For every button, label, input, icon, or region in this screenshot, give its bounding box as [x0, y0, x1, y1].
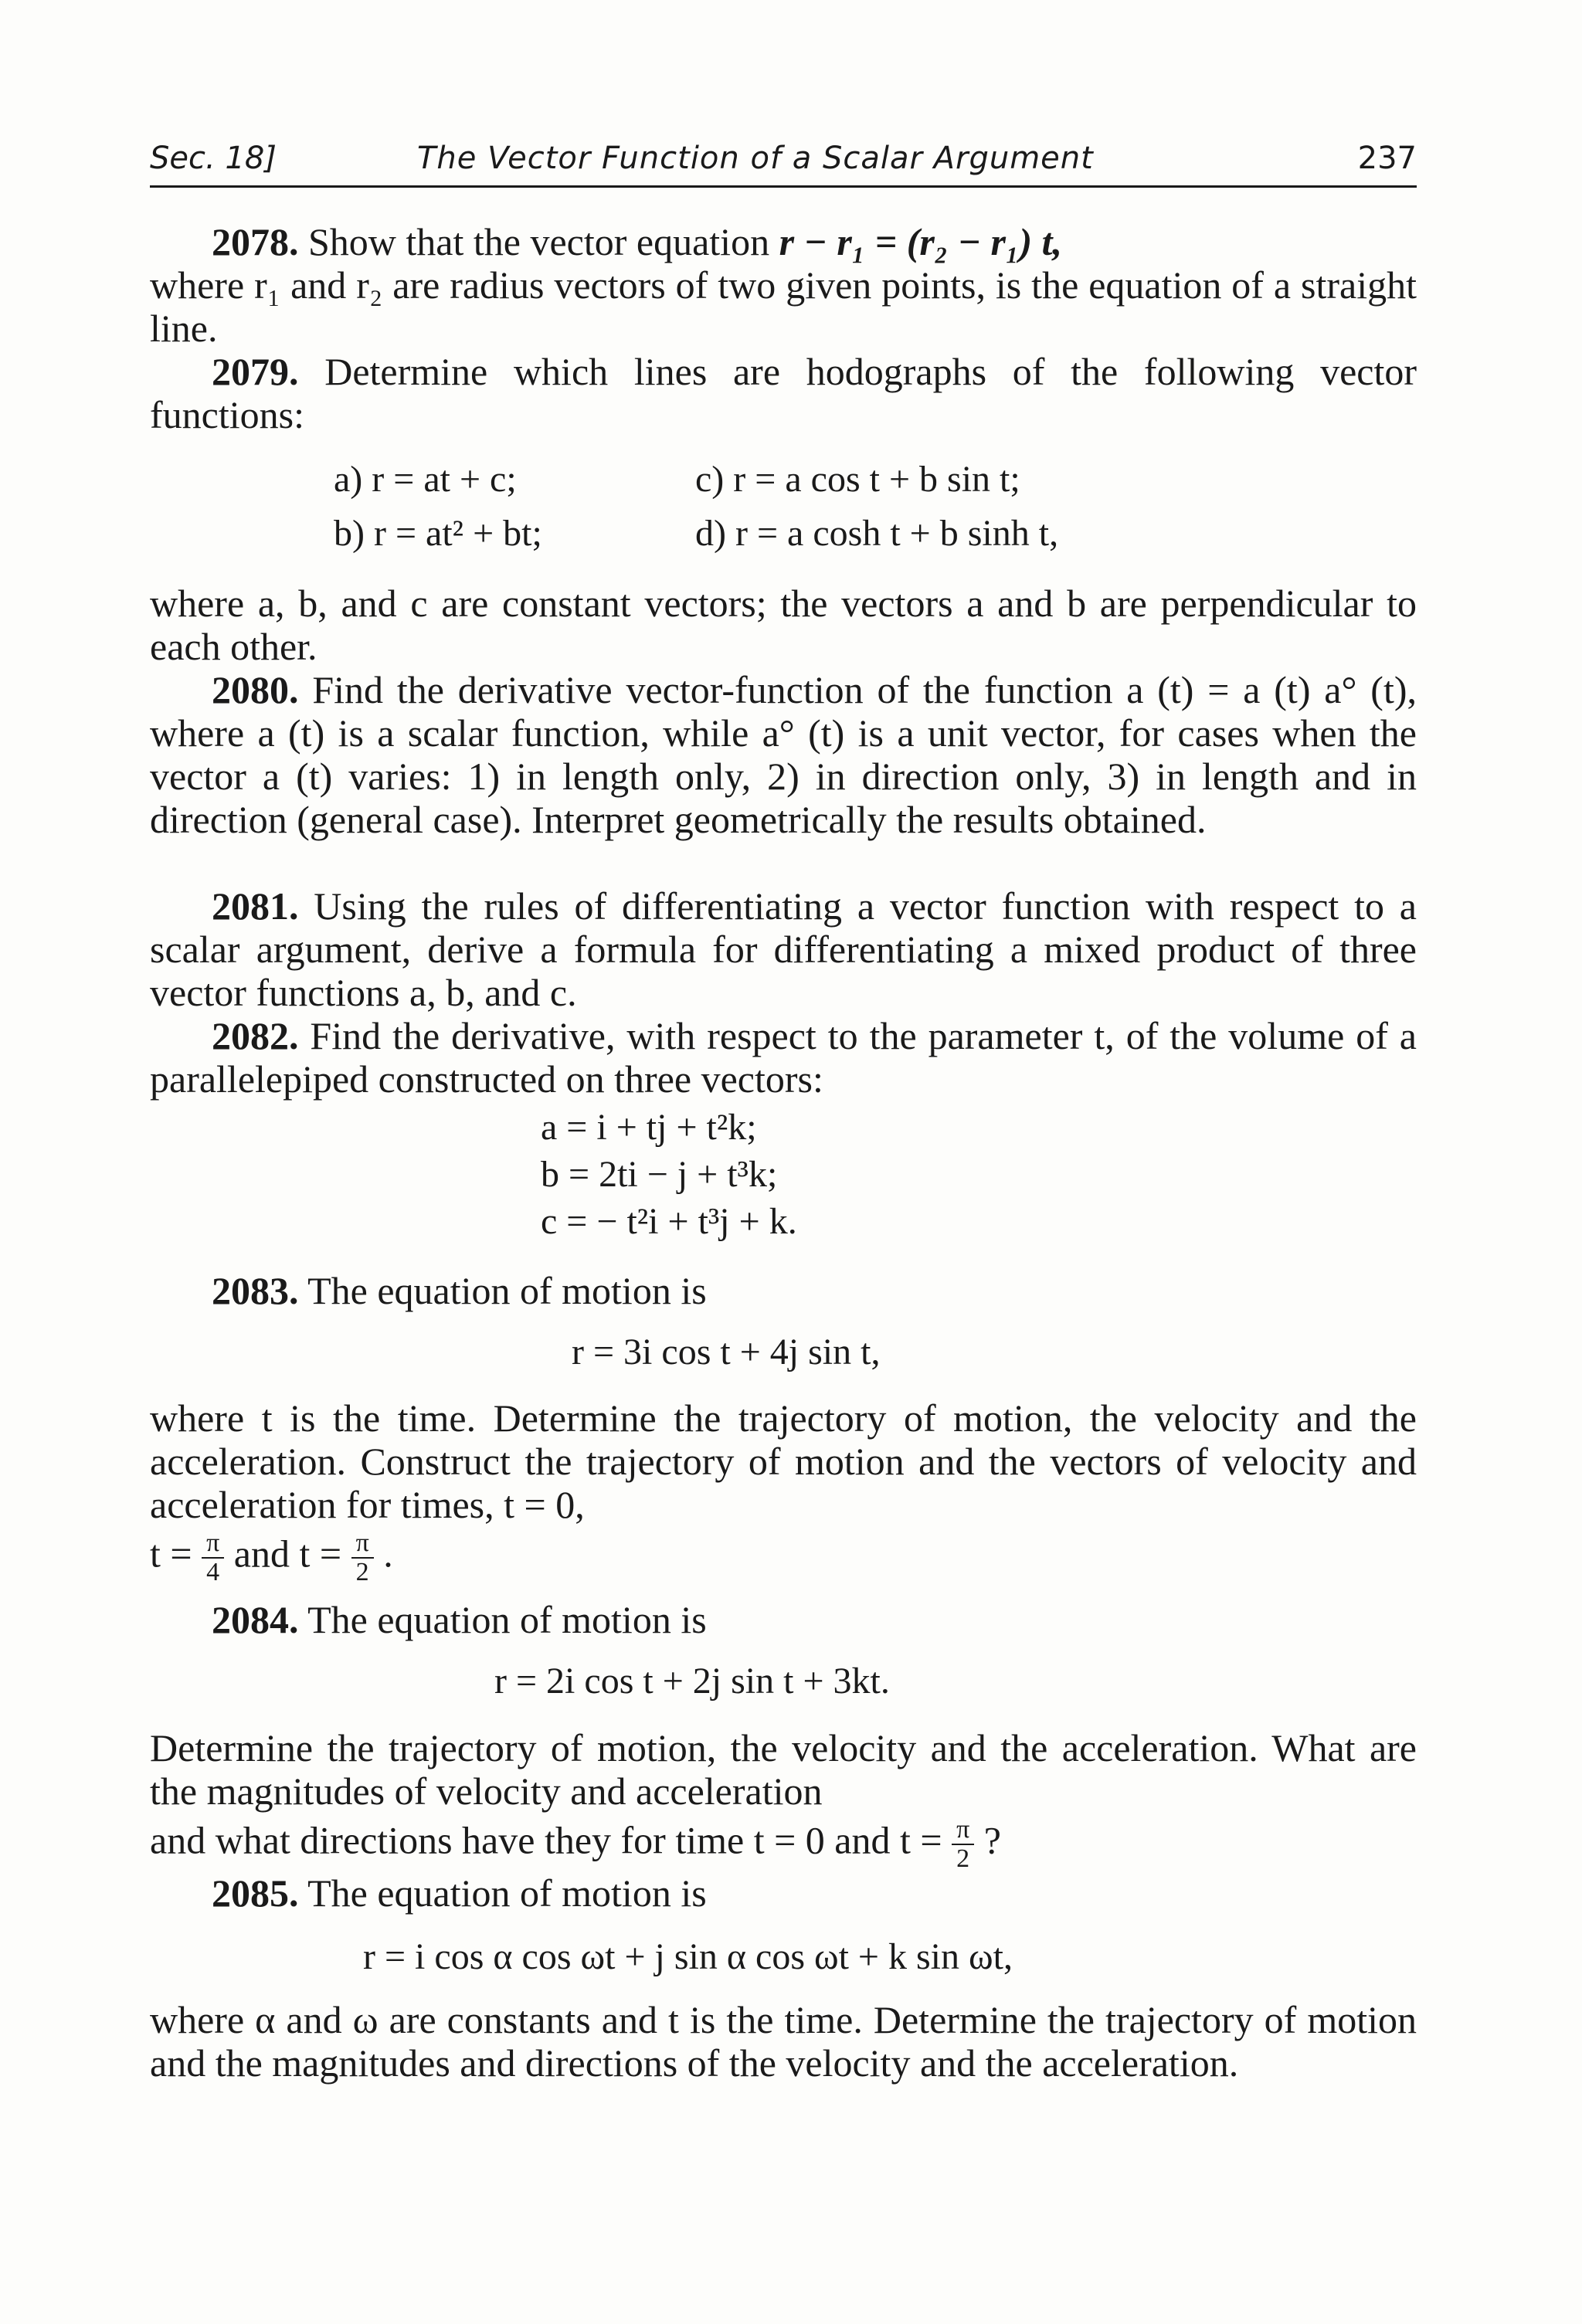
inline-equation: r − r₁ = (r₂ − r₁) t,	[779, 220, 1062, 263]
page-number: 237	[1357, 141, 1417, 176]
problem-2081	[150, 884, 1417, 1014]
problem-number: 2082.	[212, 1014, 299, 1057]
problem-2083-times	[150, 1529, 1417, 1586]
problem-2085-intro	[150, 1871, 1417, 1915]
problem-text: The equation of motion is	[298, 1871, 707, 1915]
running-title: The Vector Function of a Scalar Argument	[417, 141, 1094, 176]
problem-2079	[150, 350, 1417, 436]
problem-number: 2079.	[212, 350, 299, 393]
problem-text: where t is the time. Determine the trajectory of motion, the velocity and the acceleration. Construct the trajectory of motion and the vectors of velocity and acceleration for times, t = 0,	[150, 1396, 1417, 1526]
fraction	[202, 1529, 224, 1586]
fraction-denominator: 2	[355, 1558, 369, 1586]
problem-2078	[150, 220, 1417, 350]
problem-text: and what directions have they for time t = 0 and t =	[150, 1818, 952, 1862]
problem-2080-text	[150, 668, 1417, 841]
problem-2079-after	[150, 582, 1417, 668]
problem-number: 2081.	[212, 884, 299, 928]
section-label: Sec. 18]	[150, 141, 277, 176]
problem-text: Using the rules of differentiating a vector function with respect to a scalar argument, derive a formula for differentiating a mixed product of three vector functions a, b, and c.	[150, 884, 1417, 1014]
problem-2082-text	[150, 1014, 1417, 1101]
vector-c: c = − t²i + t³j + k.	[541, 1201, 797, 1242]
equation-of-motion: r = i cos α cos ωt + j sin α cos ωt + k sin ωt,	[363, 1936, 1013, 1977]
problem-2085-after	[150, 1998, 1417, 2085]
problem-number: 2085.	[212, 1871, 299, 1915]
fraction-denominator: 4	[206, 1558, 220, 1586]
page-header	[150, 131, 1417, 188]
formula-c: c) r = a cos t + b sin t;	[695, 459, 1020, 500]
problem-text: Find the derivative, with respect to the parameter t, of the volume of a parallelepiped constructed on three vectors:	[150, 1014, 1417, 1101]
problem-2079-intro	[150, 350, 1417, 436]
time-var: t =	[150, 1532, 202, 1576]
time-var: t =	[299, 1532, 351, 1576]
problem-number: 2084.	[212, 1598, 299, 1641]
problem-2084-intro	[150, 1598, 1417, 1641]
problem-2078-line	[150, 220, 1417, 263]
problem-2084-last	[150, 1816, 1417, 1873]
formula-a: a) r = at + c;	[334, 459, 517, 500]
problem-text: where r₁ and r₂ are radius vectors of two given points, is the equation of a straight line.	[150, 263, 1417, 350]
problem-number: 2078.	[212, 220, 299, 263]
conjunction: and	[224, 1532, 300, 1576]
problem-text: The equation of motion is	[298, 1598, 707, 1641]
fraction-numerator: π	[952, 1816, 974, 1845]
fraction	[952, 1816, 974, 1873]
problem-2083-intro	[150, 1269, 1417, 1312]
problem-2083-after	[150, 1396, 1417, 1586]
period: .	[373, 1532, 393, 1576]
problem-2083	[150, 1269, 1417, 1312]
problem-text: Find the derivative vector-function of the function a (t) = a (t) a° (t), where a (t) is a scalar function, while a° (t) is a unit vector, for cases when the vector a (t) varies: 1) in length only, 2) in direction only, 3) in length and in direction (general case). Interpret geometrically the results obtained.	[150, 668, 1417, 841]
problem-text: Show that the vector equation	[298, 220, 779, 263]
problem-2085	[150, 1871, 1417, 1915]
vector-a: a = i + tj + t²k;	[541, 1107, 757, 1148]
fraction-denominator: 2	[956, 1844, 970, 1873]
problem-number: 2080.	[212, 668, 299, 711]
vector-b: b = 2ti − j + t³k;	[541, 1154, 778, 1195]
problem-number: 2083.	[212, 1269, 299, 1312]
formula-d: d) r = a cosh t + b sinh t,	[695, 513, 1059, 554]
problem-text: where α and ω are constants and t is the time. Determine the trajectory of motion and the magnitudes and directions of the velocity and the acceleration.	[150, 1998, 1417, 2085]
problem-text: where a, b, and c are constant vectors; the vectors a and b are perpendicular to each other.	[150, 582, 1417, 668]
problem-text: Determine the trajectory of motion, the velocity and the acceleration. What are the magnitudes of velocity and acceleration	[150, 1726, 1417, 1813]
question-mark: ?	[974, 1818, 1001, 1862]
problem-2084	[150, 1598, 1417, 1641]
problem-2080	[150, 668, 1417, 841]
problem-2082	[150, 1014, 1417, 1101]
problem-text: The equation of motion is	[298, 1269, 707, 1312]
fraction	[351, 1529, 374, 1586]
problem-2084-after	[150, 1726, 1417, 1873]
equation-of-motion: r = 2i cos t + 2j sin t + 3kt.	[494, 1661, 890, 1701]
equation-of-motion: r = 3i cos t + 4j sin t,	[572, 1332, 881, 1372]
fraction-numerator: π	[351, 1529, 374, 1559]
problem-text: Determine which lines are hodographs of the following vector functions:	[150, 350, 1417, 436]
fraction-numerator: π	[202, 1529, 224, 1559]
formula-b: b) r = at² + bt;	[334, 513, 542, 554]
problem-2081-text	[150, 884, 1417, 1014]
